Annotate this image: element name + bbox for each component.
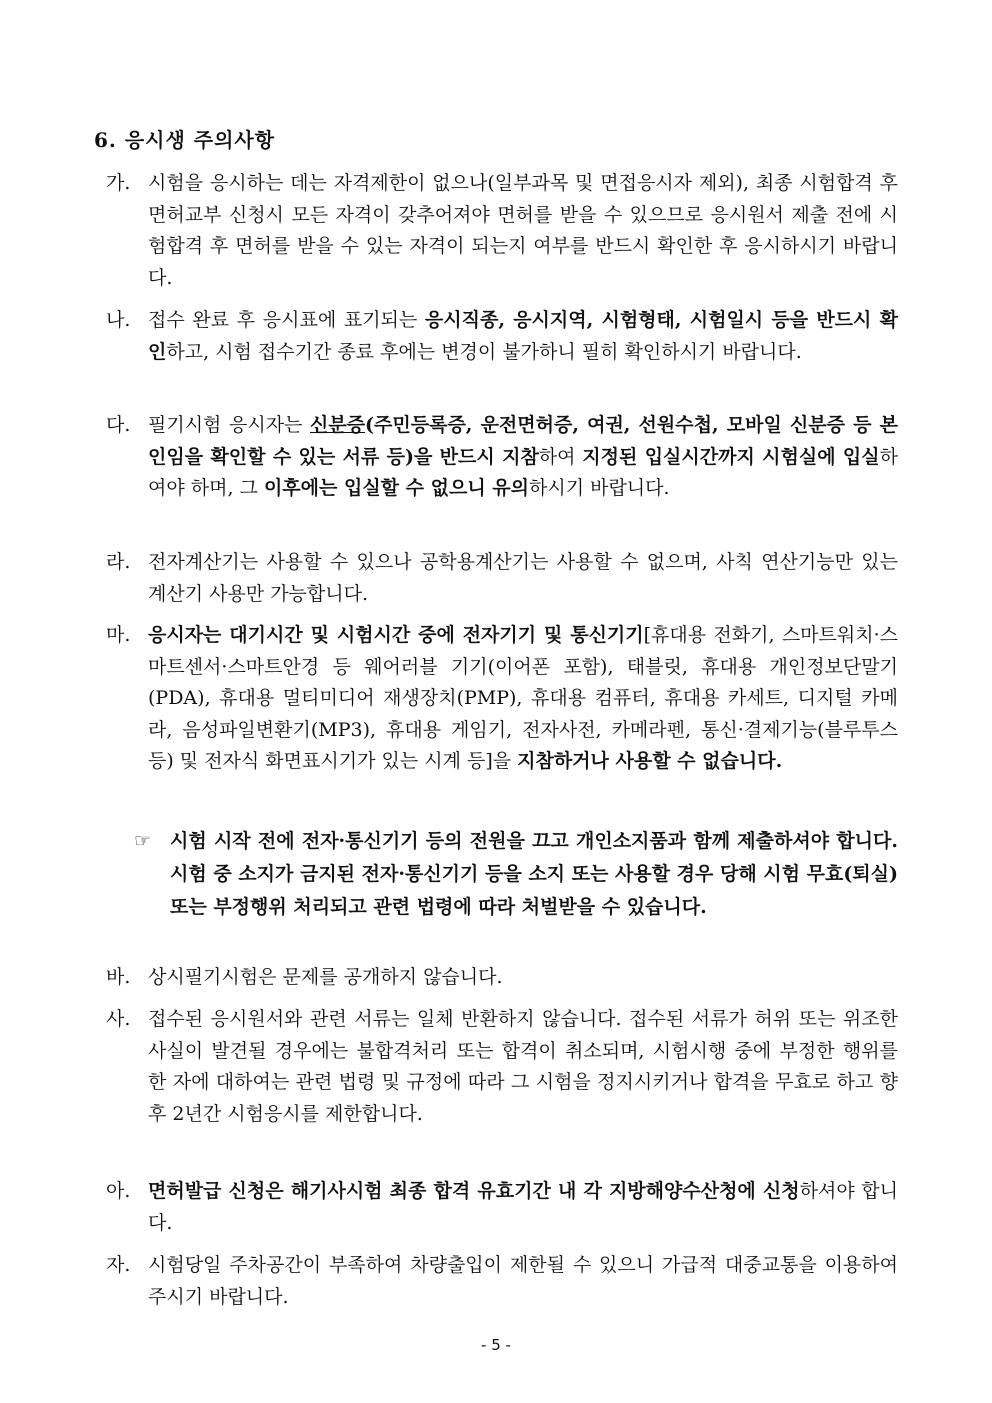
item-text: 하셔야 합니다. [148,1180,898,1234]
item-text: 하여 [538,445,583,468]
item-text: 시험당일 주차공간이 부족하여 차량출입이 제한될 수 있으니 가급적 대중교통을 이용하여 주시기 바랍니다. [148,1254,898,1308]
item-text: 접수된 응시원서와 관련 서류는 일체 반환하지 않습니다. 접수된 서류가 허위 또는 위조한 사실이 발견될 경우에는 불합격처리 또는 합격이 취소되며, 시험시행 중에 부정한 행위를 한 자에 대하여는 관련 법령 및 규정에 따라 그 시험을 정지시키거나 합격을 무효로 하고 향후 2년간 시험응시를 제한합니다. [148,1008,898,1125]
item-marker: 라. [106,551,131,573]
item-text: 상시필기시험은 문제를 공개하지 않습니다. [148,966,503,988]
item-bold-text: 응시직종, 응시지역, 시험형태, 시험일시 등을 반드시 확인 [148,309,898,363]
item-bold-text: 이후에는 입실할 수 없으니 유의 [263,477,529,499]
item-marker: 가. [106,172,131,194]
item-bold-text: 응시자는 대기시간 및 시험시간 중에 전자기기 및 통신기기 [148,624,644,646]
warning-note [134,825,898,924]
section-title: 6. 응시생 주의사항 [94,128,276,152]
item-marker: 아. [106,1180,131,1202]
item-text: 접수 완료 후 응시표에 표기되는 [148,309,425,331]
notice-item-sa [106,1004,898,1130]
item-text: 하여야 하며, 그 [148,445,898,499]
item-bold-text: 지참하거나 사용할 수 없습니다. [517,750,783,772]
notice-item-ma [106,620,898,778]
item-marker: 바. [106,966,131,988]
item-text: 전자계산기는 사용할 수 있으나 공학용계산기는 사용할 수 없으며, 사칙 연산기능만 있는 계산기 사용만 가능합니다. [148,551,898,605]
item-text: 하시기 바랍니다. [529,477,670,499]
pointing-hand-icon: ☞ [134,830,152,852]
item-bold-text: (주민등록증, 운전면허증, 여권, 선원수첩, 모바일 신분증 등 본인임을 확인할 수 있는 서류 등)을 반드시 지참 [148,414,899,468]
item-text: [휴대용 전화기, 스마트워치·스마트센서·스마트안경 등 웨어러블 기기(이어폰 포함), 태블릿, 휴대용 개인정보단말기(PDA), 휴대용 멀티미디어 재생장치(PMP), 휴대용 컴퓨터, 휴대용 카세트, 디지털 카메라, 음성파일변환기(MP3), 휴대용 게임기, 전자사전, 카메라펜, 통신·결제기능(블루투스 등) 및 전자식 화면표시기가 있는 시계 등]을 [148,624,898,772]
item-marker: 다. [106,414,131,436]
notice-item-ra [106,547,898,610]
item-marker: 나. [106,309,131,331]
notice-item-da [106,410,898,505]
notice-item-ja [106,1250,898,1313]
notice-item-ga [106,168,898,294]
item-text: 필기시험 응시자는 [148,414,310,436]
note-text: 시험 시작 전에 전자·통신기기 등의 전원을 끄고 개인소지품과 함께 제출하셔야 합니다. 시험 중 소지가 금지된 전자·통신기기 등을 소지 또는 사용할 경우 당해 시험 무효(퇴실) 또는 부정행위 처리되고 관련 법령에 따라 처벌받을 수 있습니다. [170,830,899,918]
item-text: 하고, 시험 접수기간 종료 후에는 변경이 불가하니 필히 확인하시기 바랍니다. [166,340,802,363]
item-text: 시험을 응시하는 데는 자격제한이 없으나(일부과목 및 면접응시자 제외), 최종 시험합격 후 면허교부 신청시 모든 자격이 갖추어져야 면허를 받을 수 있으므로 응시원서 제출 전에 시험합격 후 면허를 받을 수 있는 자격이 되는지 여부를 반드시 확인한 후 응시하시기 바랍니다. [148,172,898,289]
item-bold-text: 지정된 입실시간까지 시험실에 입실 [582,445,880,468]
notice-item-ba [106,962,898,994]
notice-item-a [106,1176,898,1239]
item-marker: 자. [106,1254,131,1276]
notice-item-na [106,305,898,368]
item-bold-text: 면허발급 신청은 해기사시험 최종 합격 유효기간 내 각 지방해양수산청에 신청 [148,1180,800,1202]
item-underlined-text: 신분증 [309,414,366,436]
page-number: - 5 - [481,1336,511,1354]
item-marker: 사. [106,1008,131,1030]
item-marker: 마. [106,624,131,646]
